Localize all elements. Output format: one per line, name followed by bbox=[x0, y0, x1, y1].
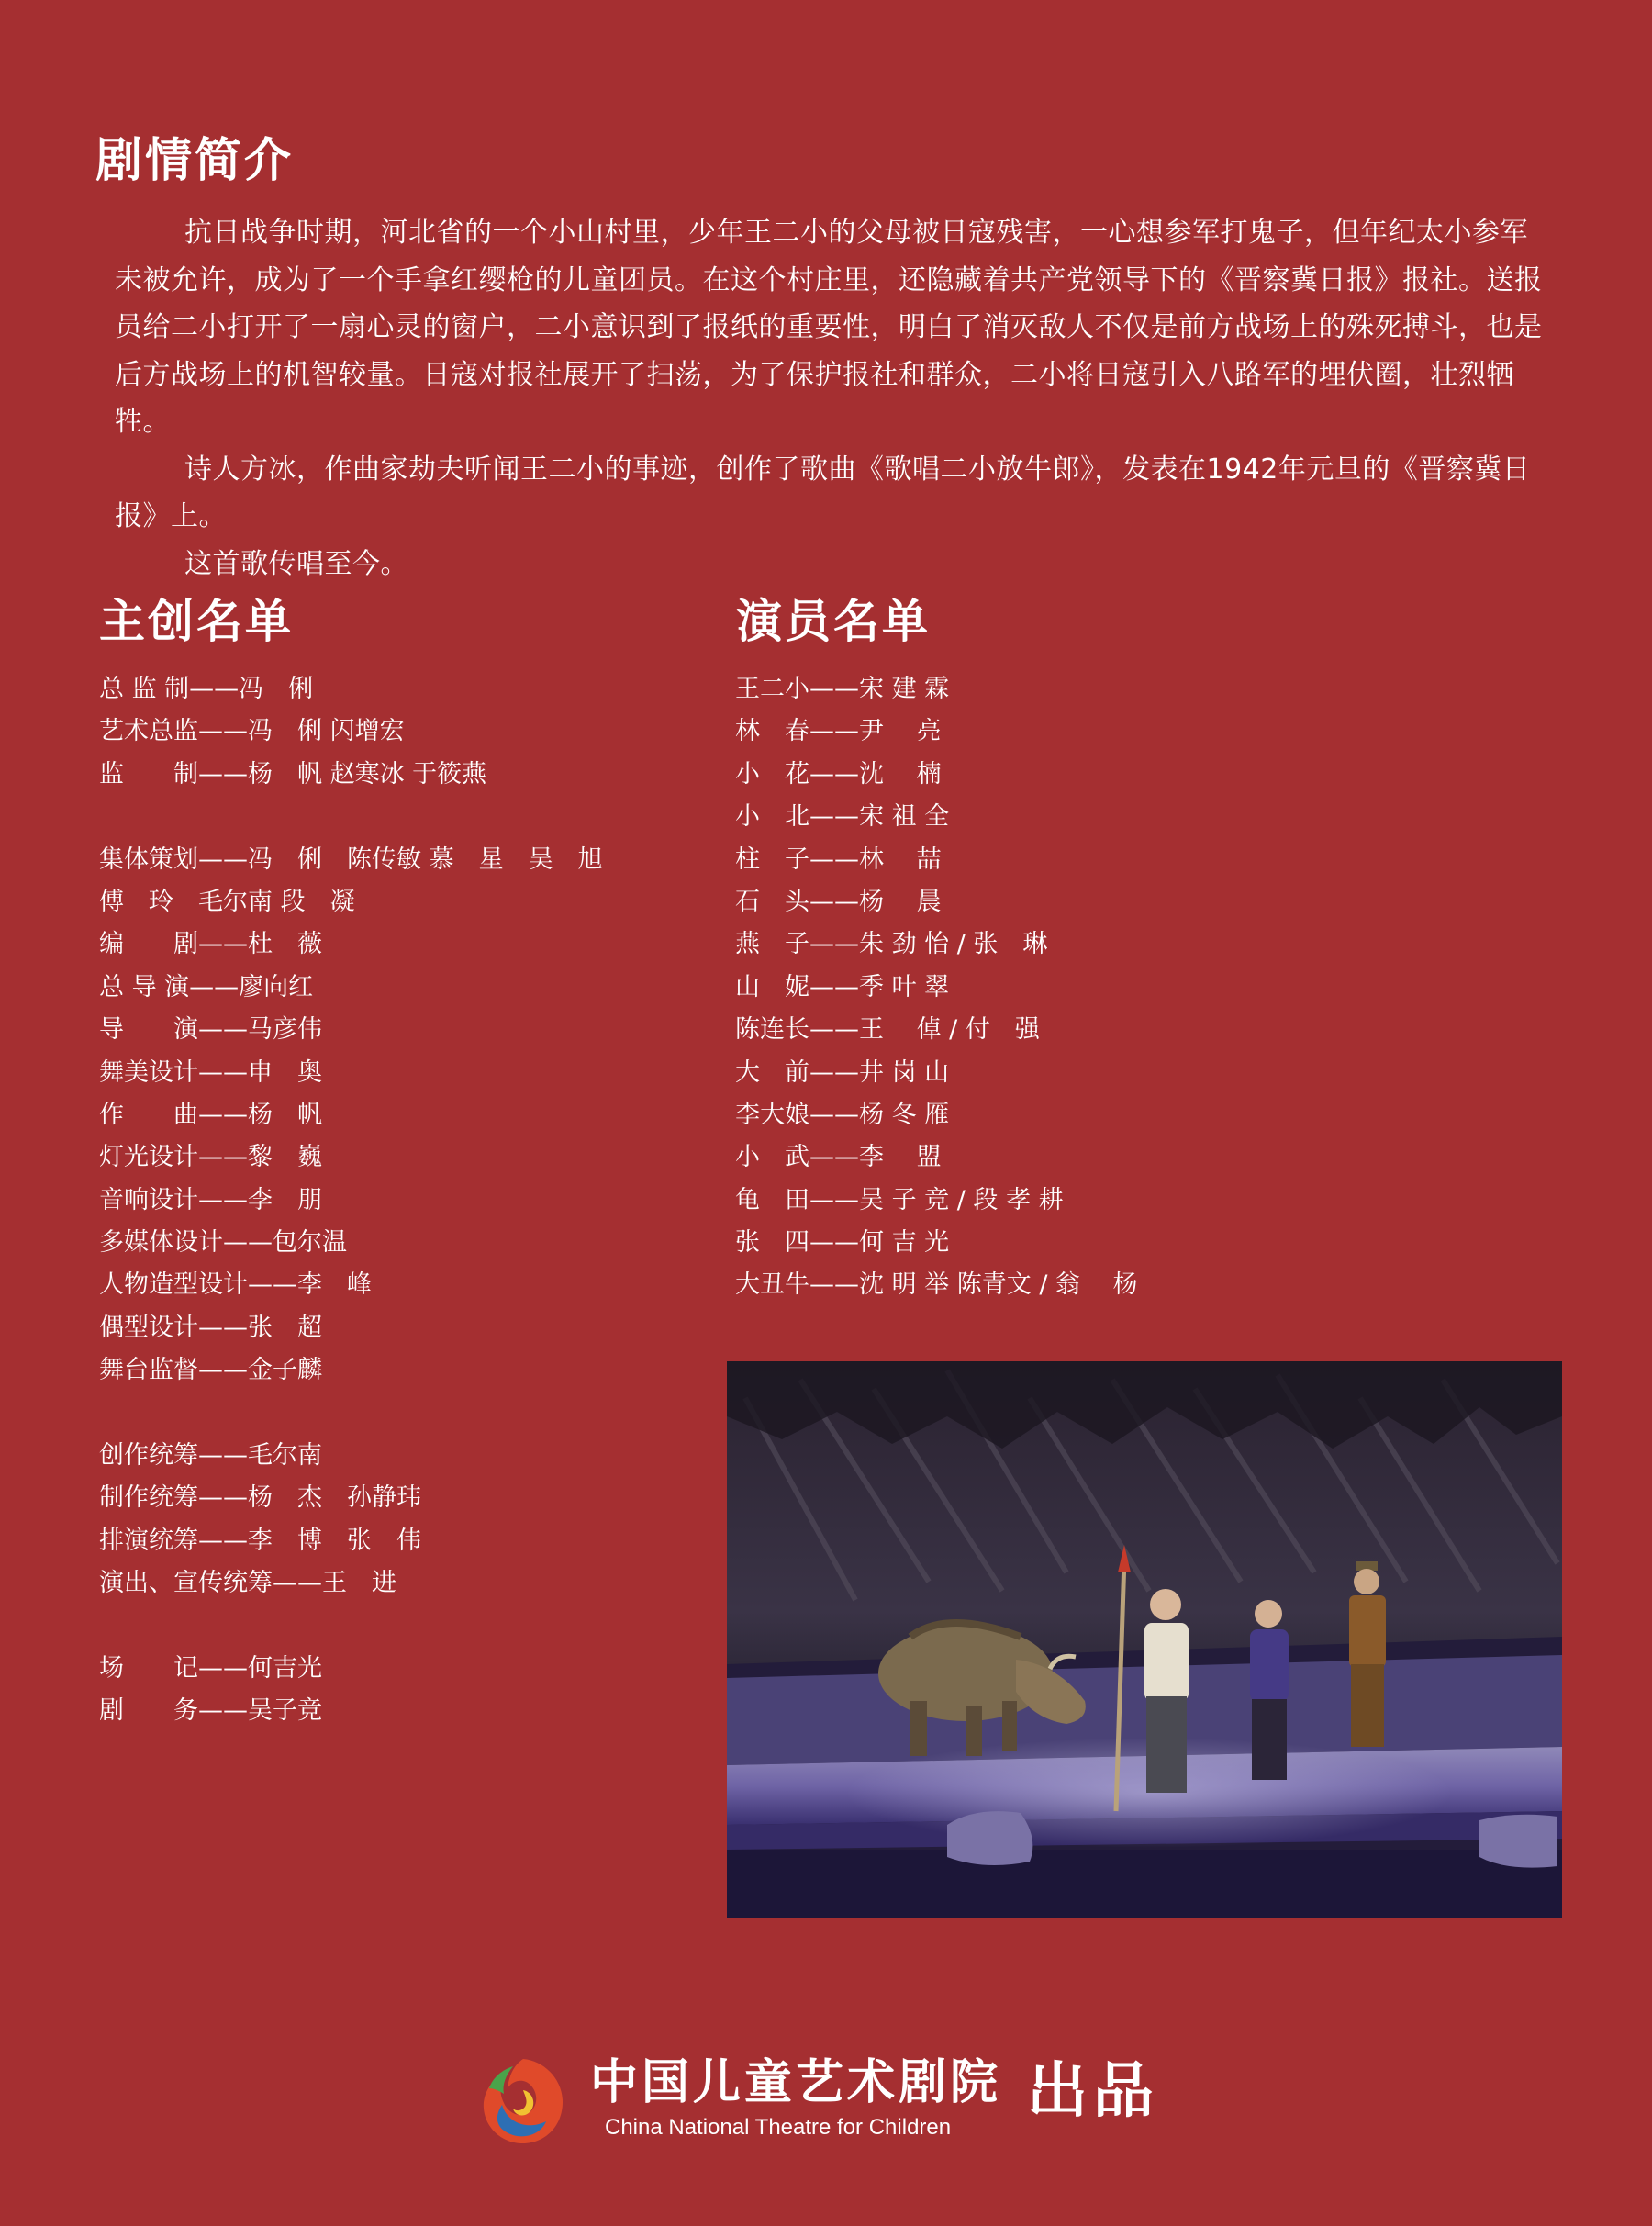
person-names: 廖向红 bbox=[239, 972, 314, 1001]
role-label: 音响设计 bbox=[99, 1185, 198, 1214]
roster-row bbox=[99, 754, 686, 796]
roster-row bbox=[735, 754, 1378, 796]
person-names: 杨 晨 bbox=[859, 887, 942, 916]
cast-title: 演员名单 bbox=[736, 595, 931, 648]
crew-title: 主创名单 bbox=[99, 595, 294, 648]
role-separator: —— bbox=[809, 1015, 859, 1045]
role-separator: —— bbox=[809, 1143, 859, 1172]
person-names: 何 吉 光 bbox=[859, 1228, 950, 1258]
role-separator: —— bbox=[809, 1057, 859, 1087]
org-name-en: China National Theatre for Children bbox=[605, 2115, 952, 2140]
roster-spacer bbox=[99, 1605, 686, 1648]
role-separator: —— bbox=[198, 1696, 248, 1726]
role-separator: —— bbox=[198, 1100, 248, 1129]
role-label: 监 制 bbox=[99, 759, 198, 789]
roster-row bbox=[735, 796, 1378, 838]
role-separator: —— bbox=[198, 1057, 248, 1087]
role-label: 山 妮 bbox=[735, 972, 809, 1001]
person-names: 宋 建 霖 bbox=[859, 675, 950, 703]
synopsis-paragraph: 诗人方冰，作曲家劫夫听闻王二小的事迹，创作了歌曲《歌唱二小放牛郎》，发表在1942年元旦的《晋察冀日报》上。 bbox=[115, 453, 1531, 532]
person-names: 吴子竞 bbox=[248, 1696, 322, 1726]
role-label: 灯光设计 bbox=[99, 1143, 198, 1172]
role-label: 大 前 bbox=[735, 1057, 809, 1087]
roster-spacer bbox=[99, 1393, 686, 1435]
cast-list bbox=[735, 668, 1378, 1307]
role-separator: —— bbox=[809, 802, 859, 832]
roster-row bbox=[99, 839, 686, 881]
role-label: 演出、宣传统筹 bbox=[99, 1569, 273, 1598]
roster-row bbox=[99, 1009, 686, 1051]
roster-row bbox=[99, 1477, 686, 1519]
roster-row bbox=[99, 1349, 686, 1392]
roster-row bbox=[99, 1648, 686, 1690]
role-label: 总 导 演 bbox=[99, 972, 190, 1001]
person-names: 金子麟 bbox=[248, 1356, 322, 1385]
person-names: 冯 俐 bbox=[239, 675, 314, 703]
roster-row bbox=[735, 1052, 1378, 1094]
role-label: 排演统筹 bbox=[99, 1526, 198, 1555]
role-label: 小 北 bbox=[735, 802, 809, 832]
roster-row bbox=[99, 668, 686, 710]
role-label: 王二小 bbox=[735, 675, 809, 703]
role-label: 小 武 bbox=[735, 1143, 809, 1172]
person-names: 杨 冬 雁 bbox=[859, 1100, 950, 1129]
person-names: 朱 劲 怡 / 张 琳 bbox=[859, 930, 1048, 959]
roster-row bbox=[735, 1094, 1378, 1136]
person-names: 沈 楠 bbox=[859, 759, 942, 789]
roster-row bbox=[735, 710, 1378, 753]
role-separator: —— bbox=[198, 1015, 248, 1045]
person-names: 毛尔南 bbox=[248, 1441, 322, 1471]
role-label: 柱 子 bbox=[735, 845, 809, 874]
person-names: 杨 帆 bbox=[248, 1100, 322, 1129]
role-separator: —— bbox=[198, 1483, 248, 1513]
roster-row bbox=[735, 967, 1378, 1009]
person-names: 杜 薇 bbox=[248, 930, 322, 959]
stage-photo bbox=[727, 1361, 1562, 1918]
synopsis-paragraph: 这首歌传唱至今。 bbox=[184, 547, 408, 580]
person-names: 黎 巍 bbox=[248, 1143, 322, 1172]
roster-row bbox=[99, 1222, 686, 1264]
roster-row bbox=[735, 839, 1378, 881]
role-label: 李大娘 bbox=[735, 1100, 809, 1129]
role-separator: —— bbox=[809, 759, 859, 789]
person-names: 申 奥 bbox=[248, 1057, 322, 1087]
footer-brand bbox=[473, 2052, 1179, 2153]
person-names: 包尔温 bbox=[273, 1228, 347, 1258]
roster-row bbox=[735, 1136, 1378, 1179]
role-label: 龟 田 bbox=[735, 1185, 809, 1214]
person-names: 何吉光 bbox=[248, 1653, 322, 1683]
role-separator: —— bbox=[198, 1441, 248, 1471]
roster-row bbox=[735, 881, 1378, 923]
roster-row bbox=[99, 923, 686, 966]
roster-row bbox=[99, 1562, 686, 1605]
role-label: 张 四 bbox=[735, 1228, 809, 1258]
roster-row bbox=[99, 1180, 686, 1222]
synopsis-title: 剧情简介 bbox=[95, 134, 295, 188]
person-names: 尹 亮 bbox=[859, 717, 942, 746]
roster-row bbox=[735, 668, 1378, 710]
crew-list bbox=[99, 668, 686, 1733]
role-separator: —— bbox=[198, 1313, 248, 1342]
role-separator: —— bbox=[198, 1526, 248, 1555]
roster-row bbox=[735, 1264, 1378, 1306]
person-names: 李 峰 bbox=[297, 1270, 372, 1300]
person-names: 沈 明 举 陈青文 / 翁 杨 bbox=[859, 1270, 1138, 1300]
role-separator: —— bbox=[198, 717, 248, 746]
theatre-logo-icon bbox=[473, 2052, 574, 2153]
role-separator: —— bbox=[809, 1185, 859, 1214]
roster-row bbox=[99, 1435, 686, 1477]
person-names: 林 喆 bbox=[859, 845, 942, 874]
role-label: 林 春 bbox=[735, 717, 809, 746]
role-label: 舞美设计 bbox=[99, 1057, 198, 1087]
role-separator: —— bbox=[198, 845, 248, 874]
role-label: 创作统筹 bbox=[99, 1441, 198, 1471]
roster-row bbox=[99, 1052, 686, 1094]
person-names: 张 超 bbox=[248, 1313, 322, 1342]
roster-row bbox=[735, 1009, 1378, 1051]
roster-row bbox=[99, 881, 686, 923]
role-separator: —— bbox=[809, 1228, 859, 1258]
roster-row bbox=[99, 967, 686, 1009]
role-separator: —— bbox=[198, 1356, 248, 1385]
role-separator: —— bbox=[198, 930, 248, 959]
roster-row bbox=[735, 1222, 1378, 1264]
roster-row bbox=[99, 1264, 686, 1306]
role-separator: —— bbox=[273, 1569, 322, 1598]
role-separator: —— bbox=[198, 1143, 248, 1172]
roster-spacer bbox=[99, 796, 686, 838]
roster-row bbox=[735, 1180, 1378, 1222]
produced-by: 出品 bbox=[1027, 2054, 1159, 2126]
person-names: 傅 玲 毛尔南 段 凝 bbox=[99, 887, 355, 916]
person-names: 李 盟 bbox=[859, 1143, 942, 1172]
role-label: 大丑牛 bbox=[735, 1270, 809, 1300]
person-names: 王 倬 / 付 强 bbox=[859, 1015, 1040, 1045]
person-names: 井 岗 山 bbox=[859, 1057, 950, 1087]
role-label: 陈连长 bbox=[735, 1015, 809, 1045]
role-separator: —— bbox=[809, 1270, 859, 1300]
role-separator: —— bbox=[198, 759, 248, 789]
person-names: 杨 杰 孙静玮 bbox=[248, 1483, 421, 1513]
person-names: 吴 子 竞 / 段 孝 耕 bbox=[859, 1185, 1064, 1214]
synopsis-paragraph: 抗日战争时期，河北省的一个小山村里，少年王二小的父母被日寇残害，一心想参军打鬼子，但年纪太小参军未被允许，成为了一个手拿红缨枪的儿童团员。在这个村庄里，还隐藏着共产党领导下的《晋察冀日报》报社。送报员给二小打开了一扇心灵的窗户，二小意识到了报纸的重要性，明白了消灭敌人不仅是前方战场上的殊死搏斗，也是后方战场上的机智较量。日寇对报社展开了扫荡，为了保护报社和群众，二小将日寇引入八路军的埋伏圈，壮烈牺牲。 bbox=[115, 217, 1543, 438]
person-names: 杨 帆 赵寒冰 于筱燕 bbox=[248, 759, 487, 789]
org-name-cn: 中国儿童艺术剧院 bbox=[590, 2054, 1002, 2110]
role-label: 作 曲 bbox=[99, 1100, 198, 1129]
roster-row bbox=[99, 710, 686, 753]
role-label: 石 头 bbox=[735, 887, 809, 916]
roster-row bbox=[99, 1690, 686, 1732]
role-label: 偶型设计 bbox=[99, 1313, 198, 1342]
role-separator: —— bbox=[809, 1100, 859, 1129]
roster-row bbox=[99, 1094, 686, 1136]
role-label: 总 监 制 bbox=[99, 675, 190, 703]
roster-row bbox=[99, 1136, 686, 1179]
role-label: 燕 子 bbox=[735, 930, 809, 959]
role-label: 导 演 bbox=[99, 1015, 198, 1045]
role-separator: —— bbox=[809, 887, 859, 916]
role-separator: —— bbox=[198, 1185, 248, 1214]
role-separator: —— bbox=[809, 675, 859, 703]
role-separator: —— bbox=[809, 845, 859, 874]
person-names: 冯 俐 闪增宏 bbox=[248, 717, 405, 746]
role-separator: —— bbox=[809, 717, 859, 746]
role-label: 多媒体设计 bbox=[99, 1228, 223, 1258]
role-label: 集体策划 bbox=[99, 845, 198, 874]
role-separator: —— bbox=[198, 1653, 248, 1683]
role-label: 艺术总监 bbox=[99, 717, 198, 746]
role-separator: —— bbox=[809, 972, 859, 1001]
role-separator: —— bbox=[189, 675, 240, 703]
role-label: 编 剧 bbox=[99, 930, 198, 959]
role-label: 人物造型设计 bbox=[99, 1270, 248, 1300]
role-label: 制作统筹 bbox=[99, 1483, 198, 1513]
roster-row bbox=[99, 1307, 686, 1349]
role-label: 剧 务 bbox=[99, 1696, 198, 1726]
person-names: 李 朋 bbox=[248, 1185, 322, 1214]
roster-row bbox=[735, 923, 1378, 966]
role-label: 小 花 bbox=[735, 759, 809, 789]
person-names: 王 进 bbox=[322, 1569, 396, 1598]
person-names: 宋 祖 全 bbox=[859, 802, 950, 832]
synopsis-body bbox=[115, 209, 1546, 587]
person-names: 季 叶 翠 bbox=[859, 972, 950, 1001]
role-label: 舞台监督 bbox=[99, 1356, 198, 1385]
role-label: 场 记 bbox=[99, 1653, 198, 1683]
roster-row bbox=[99, 1520, 686, 1562]
person-names: 李 博 张 伟 bbox=[248, 1526, 421, 1555]
person-names: 冯 俐 陈传敏 慕 星 吴 旭 bbox=[248, 845, 603, 874]
role-separator: —— bbox=[223, 1228, 273, 1258]
role-separator: —— bbox=[189, 972, 240, 1001]
person-names: 马彦伟 bbox=[248, 1015, 322, 1045]
role-separator: —— bbox=[248, 1270, 297, 1300]
role-separator: —— bbox=[809, 930, 859, 959]
